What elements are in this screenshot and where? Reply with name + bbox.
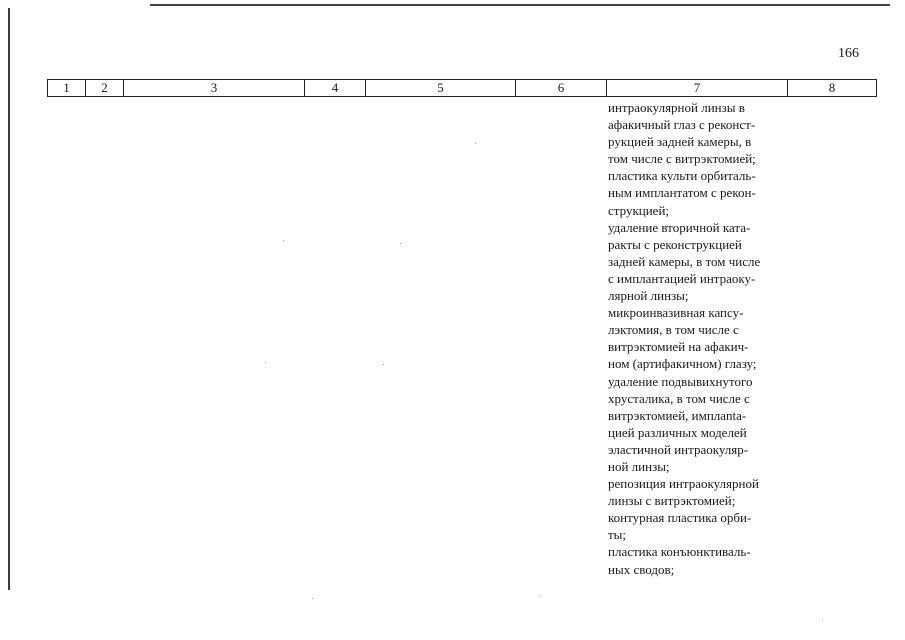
text-line: задней камеры, в том числе bbox=[608, 253, 761, 269]
text-line: контурная пластика орби- bbox=[608, 510, 752, 526]
scan-speck bbox=[822, 620, 823, 621]
text-line: интраокулярной линзы в bbox=[608, 100, 745, 115]
column-header-4: 4 bbox=[305, 80, 366, 97]
column-header-3: 3 bbox=[124, 80, 305, 97]
table-header-row bbox=[48, 80, 877, 97]
text-line: лярной линзы; bbox=[608, 288, 689, 304]
column-header-2: 2 bbox=[86, 80, 124, 97]
text-line: пластика конъюнктиваль- bbox=[608, 544, 751, 560]
text-line: ных сводов; bbox=[608, 561, 675, 577]
text-line: афакичный глаз с реконст- bbox=[608, 117, 756, 133]
scan-speck bbox=[400, 243, 401, 244]
text-line: цией различных моделей bbox=[608, 424, 747, 440]
text-line: ты; bbox=[608, 527, 627, 543]
text-line: хрусталика, в том числе с bbox=[608, 390, 750, 406]
text-line: линзы с витрэктомией; bbox=[608, 493, 736, 509]
text-line: пластика культи орбиталь- bbox=[608, 168, 756, 184]
text-line: удаление подвывихнутого bbox=[608, 373, 753, 389]
page-left-border bbox=[8, 8, 10, 590]
scan-speck bbox=[475, 143, 476, 144]
column-header-5: 5 bbox=[366, 80, 516, 97]
text-line: ном (артифакичном) глазу; bbox=[608, 356, 757, 372]
text-line: эластичной интраокуляр- bbox=[608, 441, 749, 457]
text-line: ным имплантатом с рекон- bbox=[608, 185, 756, 201]
text-line: том числе с витрэктомией; bbox=[608, 151, 756, 167]
text-line: рукцией задней камеры, в bbox=[608, 134, 752, 150]
scan-speck bbox=[540, 596, 541, 597]
text-line: микроинвазивная капсу- bbox=[608, 305, 744, 321]
text-line: ракты с реконструкцией bbox=[608, 236, 742, 252]
column-header-7: 7 bbox=[607, 80, 788, 97]
page-top-border bbox=[150, 4, 890, 6]
text-line: с имплантацией интраоку- bbox=[608, 270, 756, 286]
text-line: струкцией; bbox=[608, 202, 670, 218]
column-header-6: 6 bbox=[516, 80, 607, 97]
scan-speck bbox=[283, 240, 284, 241]
text-line: витрэктомией на афакич- bbox=[608, 339, 749, 355]
text-line: ной линзы; bbox=[608, 458, 670, 474]
column-7-text bbox=[608, 99, 784, 578]
scan-speck bbox=[383, 364, 384, 365]
text-line: лэктомия, в том числе с bbox=[608, 322, 739, 338]
text-line: витрэктомией, имплanta- bbox=[608, 407, 747, 423]
text-line: репозиция интраокулярной bbox=[608, 476, 759, 492]
table-header bbox=[47, 79, 877, 97]
text-line: удаление вторичной ката- bbox=[608, 219, 751, 235]
page-number: 166 bbox=[838, 46, 859, 61]
column-header-8: 8 bbox=[788, 80, 877, 97]
scan-speck bbox=[265, 362, 266, 363]
column-header-1: 1 bbox=[48, 80, 86, 97]
scan-speck bbox=[312, 598, 313, 599]
